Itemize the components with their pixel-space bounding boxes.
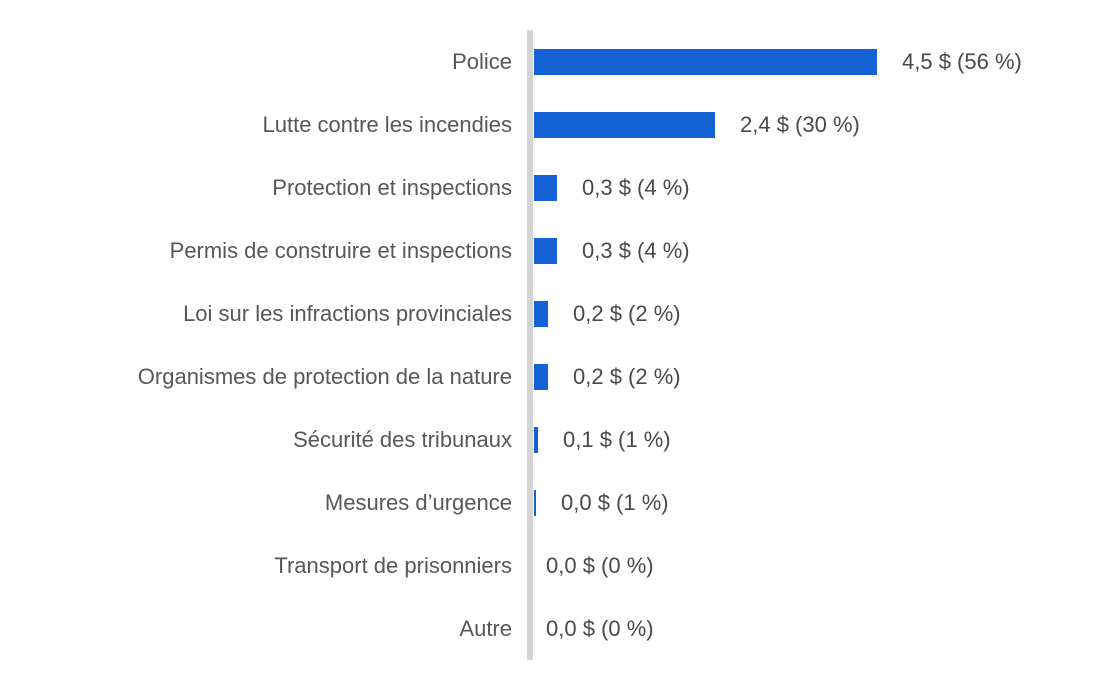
chart-row [0, 408, 1111, 471]
value-label: 0,2 $ (2 %) [573, 363, 681, 389]
bar-area [534, 534, 654, 597]
value-label: 0,3 $ (4 %) [582, 174, 690, 200]
category-label: Organismes de protection de la nature [137, 363, 512, 389]
bar [534, 490, 536, 516]
value-label: 4,5 $ (56 %) [902, 48, 1022, 74]
value-label: 0,0 $ (0 %) [546, 615, 654, 641]
bar-area [534, 219, 690, 282]
chart-rows [0, 30, 1111, 660]
bar-area [534, 93, 860, 156]
category-label: Lutte contre les incendies [262, 111, 512, 137]
value-label: 0,0 $ (1 %) [561, 489, 669, 515]
chart-row [0, 282, 1111, 345]
bar-area [534, 408, 671, 471]
bar [534, 364, 548, 390]
chart-row [0, 93, 1111, 156]
chart-row [0, 156, 1111, 219]
bar-area [534, 471, 669, 534]
bar [534, 427, 538, 453]
category-label: Sécurité des tribunaux [293, 426, 512, 452]
category-label: Autre [459, 615, 512, 641]
category-label: Mesures d’urgence [324, 489, 512, 515]
bar-area [534, 345, 681, 408]
value-label: 2,4 $ (30 %) [740, 111, 860, 137]
category-label: Protection et inspections [272, 174, 512, 200]
chart-row [0, 534, 1111, 597]
value-label: 0,0 $ (0 %) [546, 552, 654, 578]
bar-area [534, 282, 681, 345]
value-label: 0,1 $ (1 %) [563, 426, 671, 452]
value-label: 0,2 $ (2 %) [573, 300, 681, 326]
chart-row [0, 471, 1111, 534]
bar [534, 175, 557, 201]
chart-row [0, 30, 1111, 93]
bar [534, 112, 715, 138]
category-label: Transport de prisonniers [274, 552, 512, 578]
value-label: 0,3 $ (4 %) [582, 237, 690, 263]
chart-row [0, 597, 1111, 660]
bar-area [534, 597, 654, 660]
chart-row [0, 219, 1111, 282]
category-label: Loi sur les infractions provinciales [183, 300, 512, 326]
bar [534, 49, 877, 75]
bar-area [534, 30, 1022, 93]
category-label: Permis de construire et inspections [169, 237, 512, 263]
chart-row [0, 345, 1111, 408]
bar [534, 238, 557, 264]
bar-area [534, 156, 690, 219]
category-label: Police [452, 48, 512, 74]
bar [534, 301, 548, 327]
